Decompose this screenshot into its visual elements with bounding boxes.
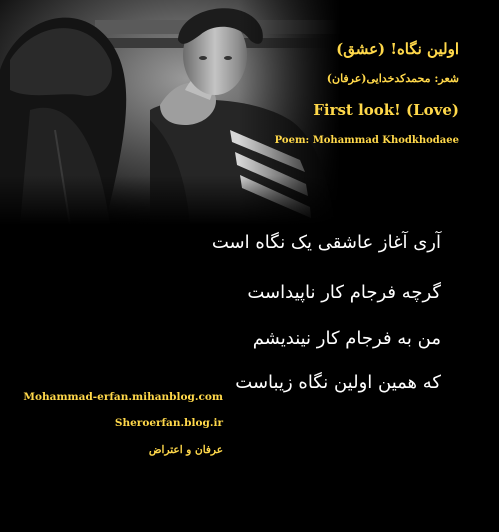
blog-url-2: Sheroerfan.blog.ir: [114, 417, 223, 429]
tagline-persian: عرفان و اعتراض: [148, 444, 223, 456]
title-persian: اولین نگاه! (عشق): [336, 40, 459, 58]
poem-line: آری آغاز عاشقی یک نگاه است: [211, 232, 441, 253]
couple-photo: [0, 0, 340, 225]
title-english: First look! (Love): [313, 101, 459, 119]
poem-line: که همین اولین نگاه زیباست: [235, 372, 441, 393]
credit-english: Poem: Mohammad Khodkhodaee: [274, 135, 459, 146]
poem-line: من به فرجام کار نیندیشم: [252, 328, 441, 349]
poem-line: گرچه فرجام کار ناپیداست: [247, 282, 441, 303]
credit-persian: شعر: محمدکدخدایی(عرفان): [326, 72, 459, 85]
blog-url-1: Mohammad-erfan.mihanblog.com: [23, 391, 223, 403]
